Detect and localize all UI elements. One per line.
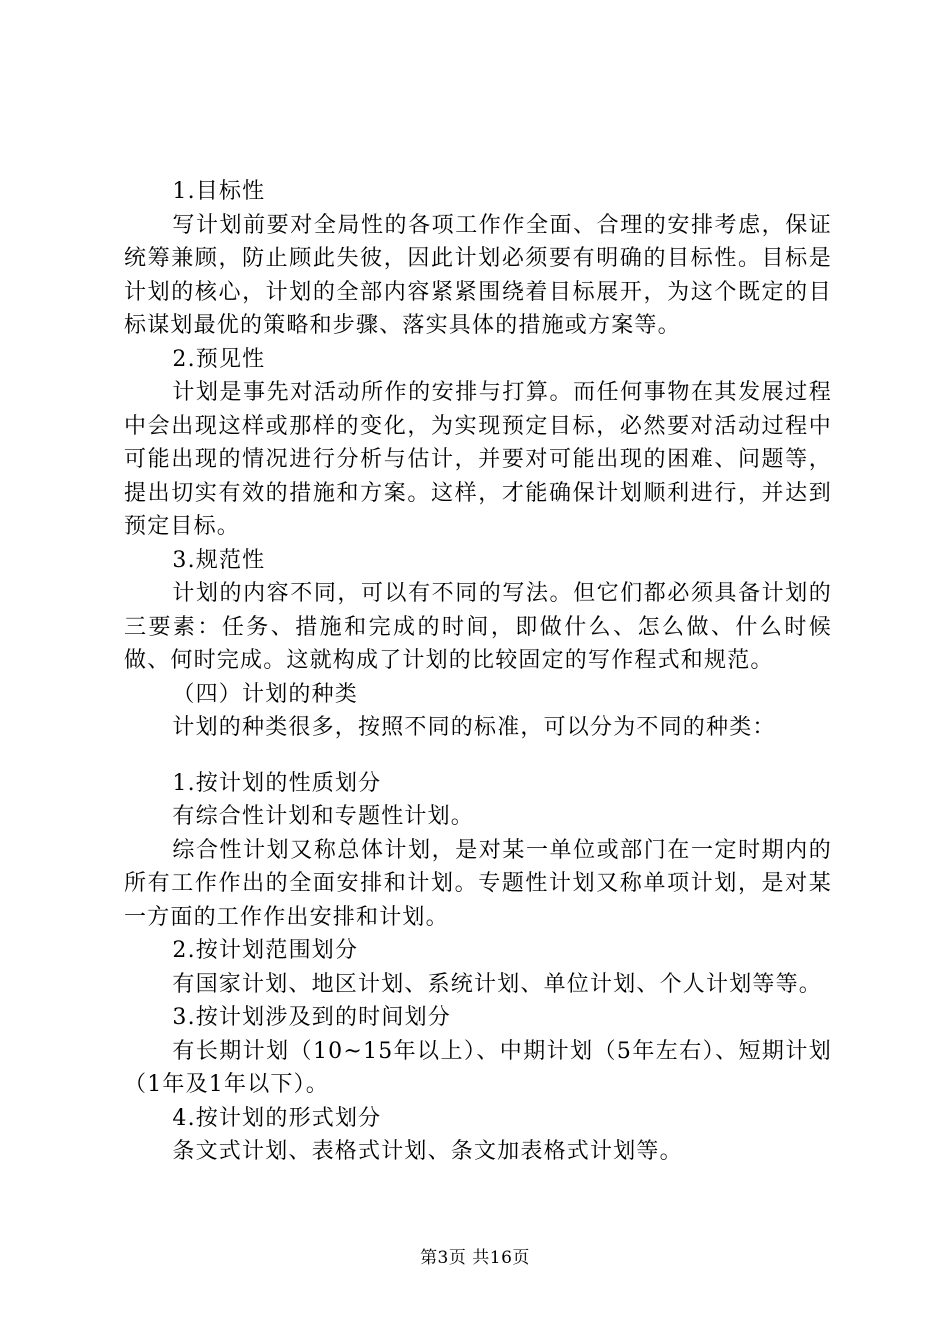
section-heading: 3.规范性 <box>172 547 266 573</box>
section-heading: （四）计划的种类 <box>172 681 358 707</box>
body-paragraph: 有综合性计划和专题性计划。 <box>172 804 474 829</box>
body-paragraph: 计划的内容不同，可以有不同的写法。但它们都必须具备计划的三要素：任务、措施和完成的时间，即做什么、怎么做、什么时候做、何时完成。这就构成了计划的比较固定的写作程式和规范。 <box>124 581 832 673</box>
section-heading: 1.目标性 <box>172 179 266 204</box>
body-paragraph: 条文式计划、表格式计划、条文加表格式计划等。 <box>172 1139 683 1164</box>
section-heading: 2.预见性 <box>172 346 266 372</box>
section-heading: 2.按计划范围划分 <box>172 938 359 963</box>
body-paragraph: 有国家计划、地区计划、系统计划、单位计划、个人计划等等。 <box>172 971 822 997</box>
body-paragraph: 计划的种类很多，按照不同的标准，可以分为不同的种类： <box>172 715 776 740</box>
body-paragraph: 有长期计划（10~15年以上）、中期计划（5年左右）、短期计划（1年及1年以下）。 <box>124 1038 832 1097</box>
body-paragraph: 综合性计划又称总体计划，是对某一单位或部门在一定时期内的所有工作作出的全面安排和计划。专题性计划又称单项计划，是对某一方面的工作作出安排和计划。 <box>124 837 832 930</box>
body-paragraph: 写计划前要对全局性的各项工作作全面、合理的安排考虑，保证统筹兼顾，防止顾此失彼，因此计划必须要有明确的目标性。目标是计划的核心，计划的全部内容紧紧围绕着目标展开，为这个既定的目标谋划最优的策略和步骤、落实具体的措施或方案等。 <box>124 212 832 338</box>
document-body <box>124 175 832 1169</box>
paragraph-gap <box>124 745 832 767</box>
section-heading: 1.按计划的性质划分 <box>172 770 382 796</box>
body-paragraph: 计划是事先对活动所作的安排与打算。而任何事物在其发展过程中会出现这样或那样的变化，为实现预定目标，必然要对活动过程中可能出现的情况进行分析与估计，并要对可能出现的困难、问题等，提出切实有效的措施和方案。这样，才能确保计划顺利进行，并达到预定目标。 <box>124 380 832 539</box>
section-heading: 3.按计划涉及到的时间划分 <box>172 1005 451 1030</box>
page-number: 第3页 共16页 <box>420 1248 530 1268</box>
section-heading: 4.按计划的形式划分 <box>172 1105 382 1131</box>
